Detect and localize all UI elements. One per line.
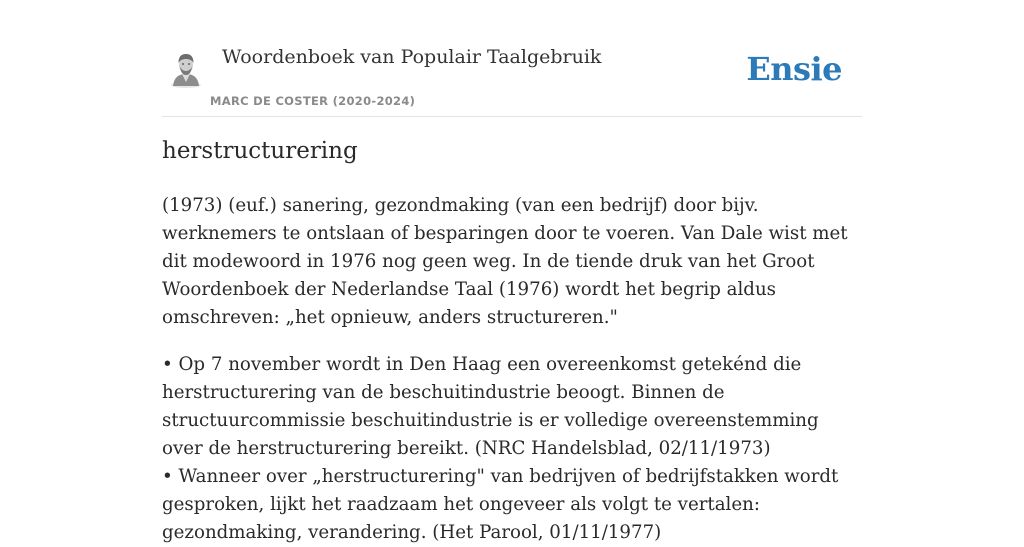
entry-content <box>162 192 862 547</box>
entry-quote: • Wanneer over „herstructurering" van bedrijven of bedrijfstakken wordt gesproken, lijkt het raadzaam het ongeveer als volgt te vertalen: gezondmaking, verandering. (Het Parool, 01/11/1977) <box>162 466 839 543</box>
author-name[interactable]: MARC DE COSTER (2020-2024) <box>210 94 416 108</box>
ensie-logo[interactable]: Ensie <box>746 50 842 88</box>
header <box>162 0 862 117</box>
entry-definition: (1973) (euf.) sanering, gezondmaking (van een bedrijf) door bijv. werknemers te ontslaan of besparingen door te voeren. Van Dale wist met dit modewoord in 1976 nog geen weg. In de tiende druk van het Groot Woordenboek der Nederlandse Taal (1976) wordt het begrip aldus omschreven: „het opnieuw, anders structureren." <box>162 195 848 328</box>
entry-headword: herstructurering <box>162 138 358 164</box>
source-title[interactable]: Woordenboek van Populair Taalgebruik <box>222 46 602 68</box>
page <box>162 0 862 543</box>
author-portrait-icon <box>170 52 202 88</box>
entry-quote: • Op 7 november wordt in Den Haag een overeenkomst getekénd die herstructurering van de beschuitindustrie beoogt. Binnen de structuurcommissie beschuitindustrie is er volledige overeenstemming over de herstructurering bereikt. (NRC Handelsblad, 02/11/1973) <box>162 354 819 459</box>
